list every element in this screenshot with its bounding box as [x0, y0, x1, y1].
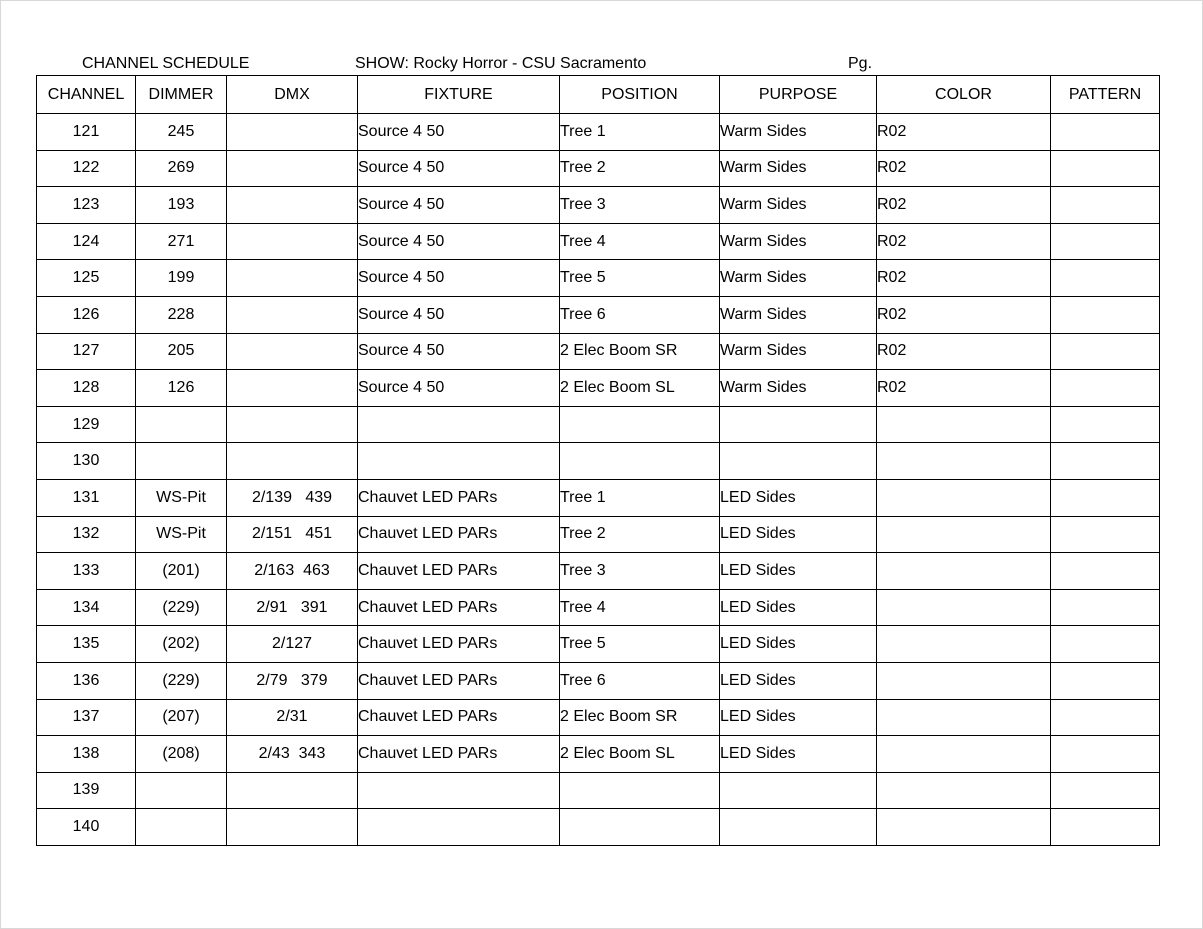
cell-dmx: 2/31: [227, 699, 358, 736]
cell-position: 2 Elec Boom SR: [560, 333, 720, 370]
table-body: [37, 114, 1160, 846]
cell-fixture: Source 4 50: [358, 333, 560, 370]
cell-pattern: [1051, 736, 1160, 773]
cell-channel: 137: [37, 699, 136, 736]
cell-dmx: [227, 114, 358, 151]
cell-position: Tree 1: [560, 114, 720, 151]
table-row: [37, 662, 1160, 699]
cell-purpose: LED Sides: [720, 662, 877, 699]
cell-pattern: [1051, 223, 1160, 260]
cell-position: [560, 809, 720, 846]
cell-color: [877, 699, 1051, 736]
cell-purpose: Warm Sides: [720, 333, 877, 370]
cell-dmx: [227, 296, 358, 333]
cell-fixture: Source 4 50: [358, 370, 560, 407]
column-header-channel: CHANNEL: [37, 76, 136, 114]
cell-pattern: [1051, 296, 1160, 333]
cell-dimmer: [136, 772, 227, 809]
cell-color: [877, 553, 1051, 590]
table-row: [37, 516, 1160, 553]
cell-dmx: 2/139 439: [227, 479, 358, 516]
cell-dmx: 2/79 379: [227, 662, 358, 699]
cell-dmx: 2/91 391: [227, 589, 358, 626]
cell-channel: 138: [37, 736, 136, 773]
cell-position: Tree 4: [560, 589, 720, 626]
cell-pattern: [1051, 589, 1160, 626]
cell-pattern: [1051, 809, 1160, 846]
cell-fixture: Chauvet LED PARs: [358, 516, 560, 553]
cell-dimmer: (208): [136, 736, 227, 773]
schedule-title: CHANNEL SCHEDULE: [82, 55, 250, 72]
cell-color: [877, 443, 1051, 480]
cell-pattern: [1051, 114, 1160, 151]
cell-purpose: LED Sides: [720, 479, 877, 516]
column-header-fixture: FIXTURE: [358, 76, 560, 114]
table-row: [37, 114, 1160, 151]
cell-pattern: [1051, 553, 1160, 590]
cell-position: Tree 5: [560, 626, 720, 663]
cell-dmx: 2/163 463: [227, 553, 358, 590]
channel-schedule-table: [36, 75, 1160, 846]
cell-channel: 128: [37, 370, 136, 407]
cell-dimmer: WS-Pit: [136, 516, 227, 553]
cell-position: Tree 3: [560, 187, 720, 224]
cell-channel: 132: [37, 516, 136, 553]
table-row: [37, 187, 1160, 224]
cell-color: [877, 736, 1051, 773]
cell-purpose: LED Sides: [720, 589, 877, 626]
cell-position: Tree 1: [560, 479, 720, 516]
cell-purpose: Warm Sides: [720, 223, 877, 260]
cell-fixture: Chauvet LED PARs: [358, 662, 560, 699]
cell-dmx: 2/43 343: [227, 736, 358, 773]
table-header-row: [37, 76, 1160, 114]
cell-color: R02: [877, 296, 1051, 333]
cell-purpose: LED Sides: [720, 516, 877, 553]
cell-channel: 122: [37, 150, 136, 187]
cell-color: R02: [877, 114, 1051, 151]
cell-channel: 135: [37, 626, 136, 663]
cell-position: Tree 3: [560, 553, 720, 590]
cell-fixture: Source 4 50: [358, 296, 560, 333]
table-row: [37, 589, 1160, 626]
cell-pattern: [1051, 187, 1160, 224]
cell-fixture: [358, 809, 560, 846]
cell-dmx: 2/127: [227, 626, 358, 663]
table-row: [37, 699, 1160, 736]
cell-dimmer: (201): [136, 553, 227, 590]
cell-color: [877, 589, 1051, 626]
cell-channel: 125: [37, 260, 136, 297]
show-name: SHOW: Rocky Horror - CSU Sacramento: [355, 55, 647, 72]
cell-pattern: [1051, 150, 1160, 187]
cell-purpose: Warm Sides: [720, 296, 877, 333]
cell-position: [560, 772, 720, 809]
cell-position: [560, 443, 720, 480]
cell-dmx: [227, 406, 358, 443]
cell-channel: 136: [37, 662, 136, 699]
table-row: [37, 296, 1160, 333]
cell-pattern: [1051, 260, 1160, 297]
cell-fixture: Source 4 50: [358, 223, 560, 260]
cell-purpose: [720, 406, 877, 443]
cell-dmx: [227, 150, 358, 187]
cell-dimmer: 199: [136, 260, 227, 297]
cell-dimmer: [136, 809, 227, 846]
cell-dimmer: 228: [136, 296, 227, 333]
cell-color: [877, 662, 1051, 699]
cell-pattern: [1051, 443, 1160, 480]
cell-dimmer: 205: [136, 333, 227, 370]
cell-color: [877, 406, 1051, 443]
cell-channel: 124: [37, 223, 136, 260]
cell-dimmer: (229): [136, 589, 227, 626]
cell-position: 2 Elec Boom SL: [560, 370, 720, 407]
cell-pattern: [1051, 662, 1160, 699]
cell-channel: 133: [37, 553, 136, 590]
cell-purpose: LED Sides: [720, 626, 877, 663]
cell-dimmer: 271: [136, 223, 227, 260]
cell-channel: 134: [37, 589, 136, 626]
cell-fixture: Chauvet LED PARs: [358, 626, 560, 663]
cell-position: 2 Elec Boom SL: [560, 736, 720, 773]
cell-position: Tree 2: [560, 516, 720, 553]
cell-fixture: [358, 772, 560, 809]
cell-dmx: [227, 772, 358, 809]
cell-purpose: Warm Sides: [720, 114, 877, 151]
cell-purpose: [720, 772, 877, 809]
cell-dimmer: WS-Pit: [136, 479, 227, 516]
cell-channel: 139: [37, 772, 136, 809]
cell-pattern: [1051, 626, 1160, 663]
cell-dimmer: 245: [136, 114, 227, 151]
cell-dimmer: [136, 443, 227, 480]
cell-purpose: [720, 443, 877, 480]
column-header-color: COLOR: [877, 76, 1051, 114]
cell-purpose: Warm Sides: [720, 260, 877, 297]
cell-pattern: [1051, 699, 1160, 736]
cell-purpose: LED Sides: [720, 736, 877, 773]
cell-channel: 121: [37, 114, 136, 151]
table-row: [37, 772, 1160, 809]
cell-dmx: [227, 223, 358, 260]
cell-channel: 131: [37, 479, 136, 516]
cell-position: 2 Elec Boom SR: [560, 699, 720, 736]
table-row: [37, 406, 1160, 443]
cell-dmx: [227, 260, 358, 297]
column-header-dmx: DMX: [227, 76, 358, 114]
table-row: [37, 333, 1160, 370]
cell-dimmer: 269: [136, 150, 227, 187]
cell-color: [877, 516, 1051, 553]
table-row: [37, 736, 1160, 773]
cell-fixture: [358, 406, 560, 443]
cell-dimmer: (207): [136, 699, 227, 736]
cell-channel: 126: [37, 296, 136, 333]
cell-channel: 140: [37, 809, 136, 846]
cell-position: Tree 2: [560, 150, 720, 187]
cell-pattern: [1051, 406, 1160, 443]
cell-dimmer: 126: [136, 370, 227, 407]
column-header-purpose: PURPOSE: [720, 76, 877, 114]
cell-pattern: [1051, 772, 1160, 809]
cell-dmx: 2/151 451: [227, 516, 358, 553]
cell-purpose: LED Sides: [720, 699, 877, 736]
cell-fixture: Chauvet LED PARs: [358, 589, 560, 626]
cell-channel: 130: [37, 443, 136, 480]
cell-dimmer: 193: [136, 187, 227, 224]
page-number-label: Pg.: [848, 55, 873, 72]
cell-dmx: [227, 187, 358, 224]
cell-fixture: [358, 443, 560, 480]
cell-position: Tree 5: [560, 260, 720, 297]
cell-color: R02: [877, 187, 1051, 224]
table-row: [37, 443, 1160, 480]
cell-purpose: Warm Sides: [720, 150, 877, 187]
cell-color: R02: [877, 223, 1051, 260]
table-row: [37, 626, 1160, 663]
table-row: [37, 553, 1160, 590]
cell-channel: 123: [37, 187, 136, 224]
cell-channel: 127: [37, 333, 136, 370]
cell-position: Tree 6: [560, 662, 720, 699]
cell-channel: 129: [37, 406, 136, 443]
cell-dmx: [227, 370, 358, 407]
cell-color: R02: [877, 260, 1051, 297]
cell-fixture: Source 4 50: [358, 150, 560, 187]
table-row: [37, 150, 1160, 187]
cell-pattern: [1051, 516, 1160, 553]
cell-fixture: Chauvet LED PARs: [358, 553, 560, 590]
table-row: [37, 370, 1160, 407]
cell-position: [560, 406, 720, 443]
cell-fixture: Chauvet LED PARs: [358, 699, 560, 736]
cell-pattern: [1051, 479, 1160, 516]
table-row: [37, 809, 1160, 846]
cell-fixture: Chauvet LED PARs: [358, 479, 560, 516]
cell-dimmer: (229): [136, 662, 227, 699]
cell-color: R02: [877, 150, 1051, 187]
cell-color: [877, 479, 1051, 516]
column-header-pattern: PATTERN: [1051, 76, 1160, 114]
cell-dimmer: (202): [136, 626, 227, 663]
cell-purpose: Warm Sides: [720, 370, 877, 407]
column-header-dimmer: DIMMER: [136, 76, 227, 114]
cell-position: Tree 4: [560, 223, 720, 260]
cell-dmx: [227, 333, 358, 370]
cell-dmx: [227, 443, 358, 480]
cell-color: [877, 626, 1051, 663]
cell-fixture: Chauvet LED PARs: [358, 736, 560, 773]
cell-color: R02: [877, 370, 1051, 407]
table-row: [37, 223, 1160, 260]
table-row: [37, 260, 1160, 297]
cell-color: [877, 772, 1051, 809]
cell-fixture: Source 4 50: [358, 187, 560, 224]
column-header-position: POSITION: [560, 76, 720, 114]
cell-color: [877, 809, 1051, 846]
cell-purpose: [720, 809, 877, 846]
cell-position: Tree 6: [560, 296, 720, 333]
cell-fixture: Source 4 50: [358, 260, 560, 297]
cell-dimmer: [136, 406, 227, 443]
cell-pattern: [1051, 370, 1160, 407]
table-row: [37, 479, 1160, 516]
cell-dmx: [227, 809, 358, 846]
cell-fixture: Source 4 50: [358, 114, 560, 151]
cell-purpose: Warm Sides: [720, 187, 877, 224]
cell-color: R02: [877, 333, 1051, 370]
cell-pattern: [1051, 333, 1160, 370]
cell-purpose: LED Sides: [720, 553, 877, 590]
